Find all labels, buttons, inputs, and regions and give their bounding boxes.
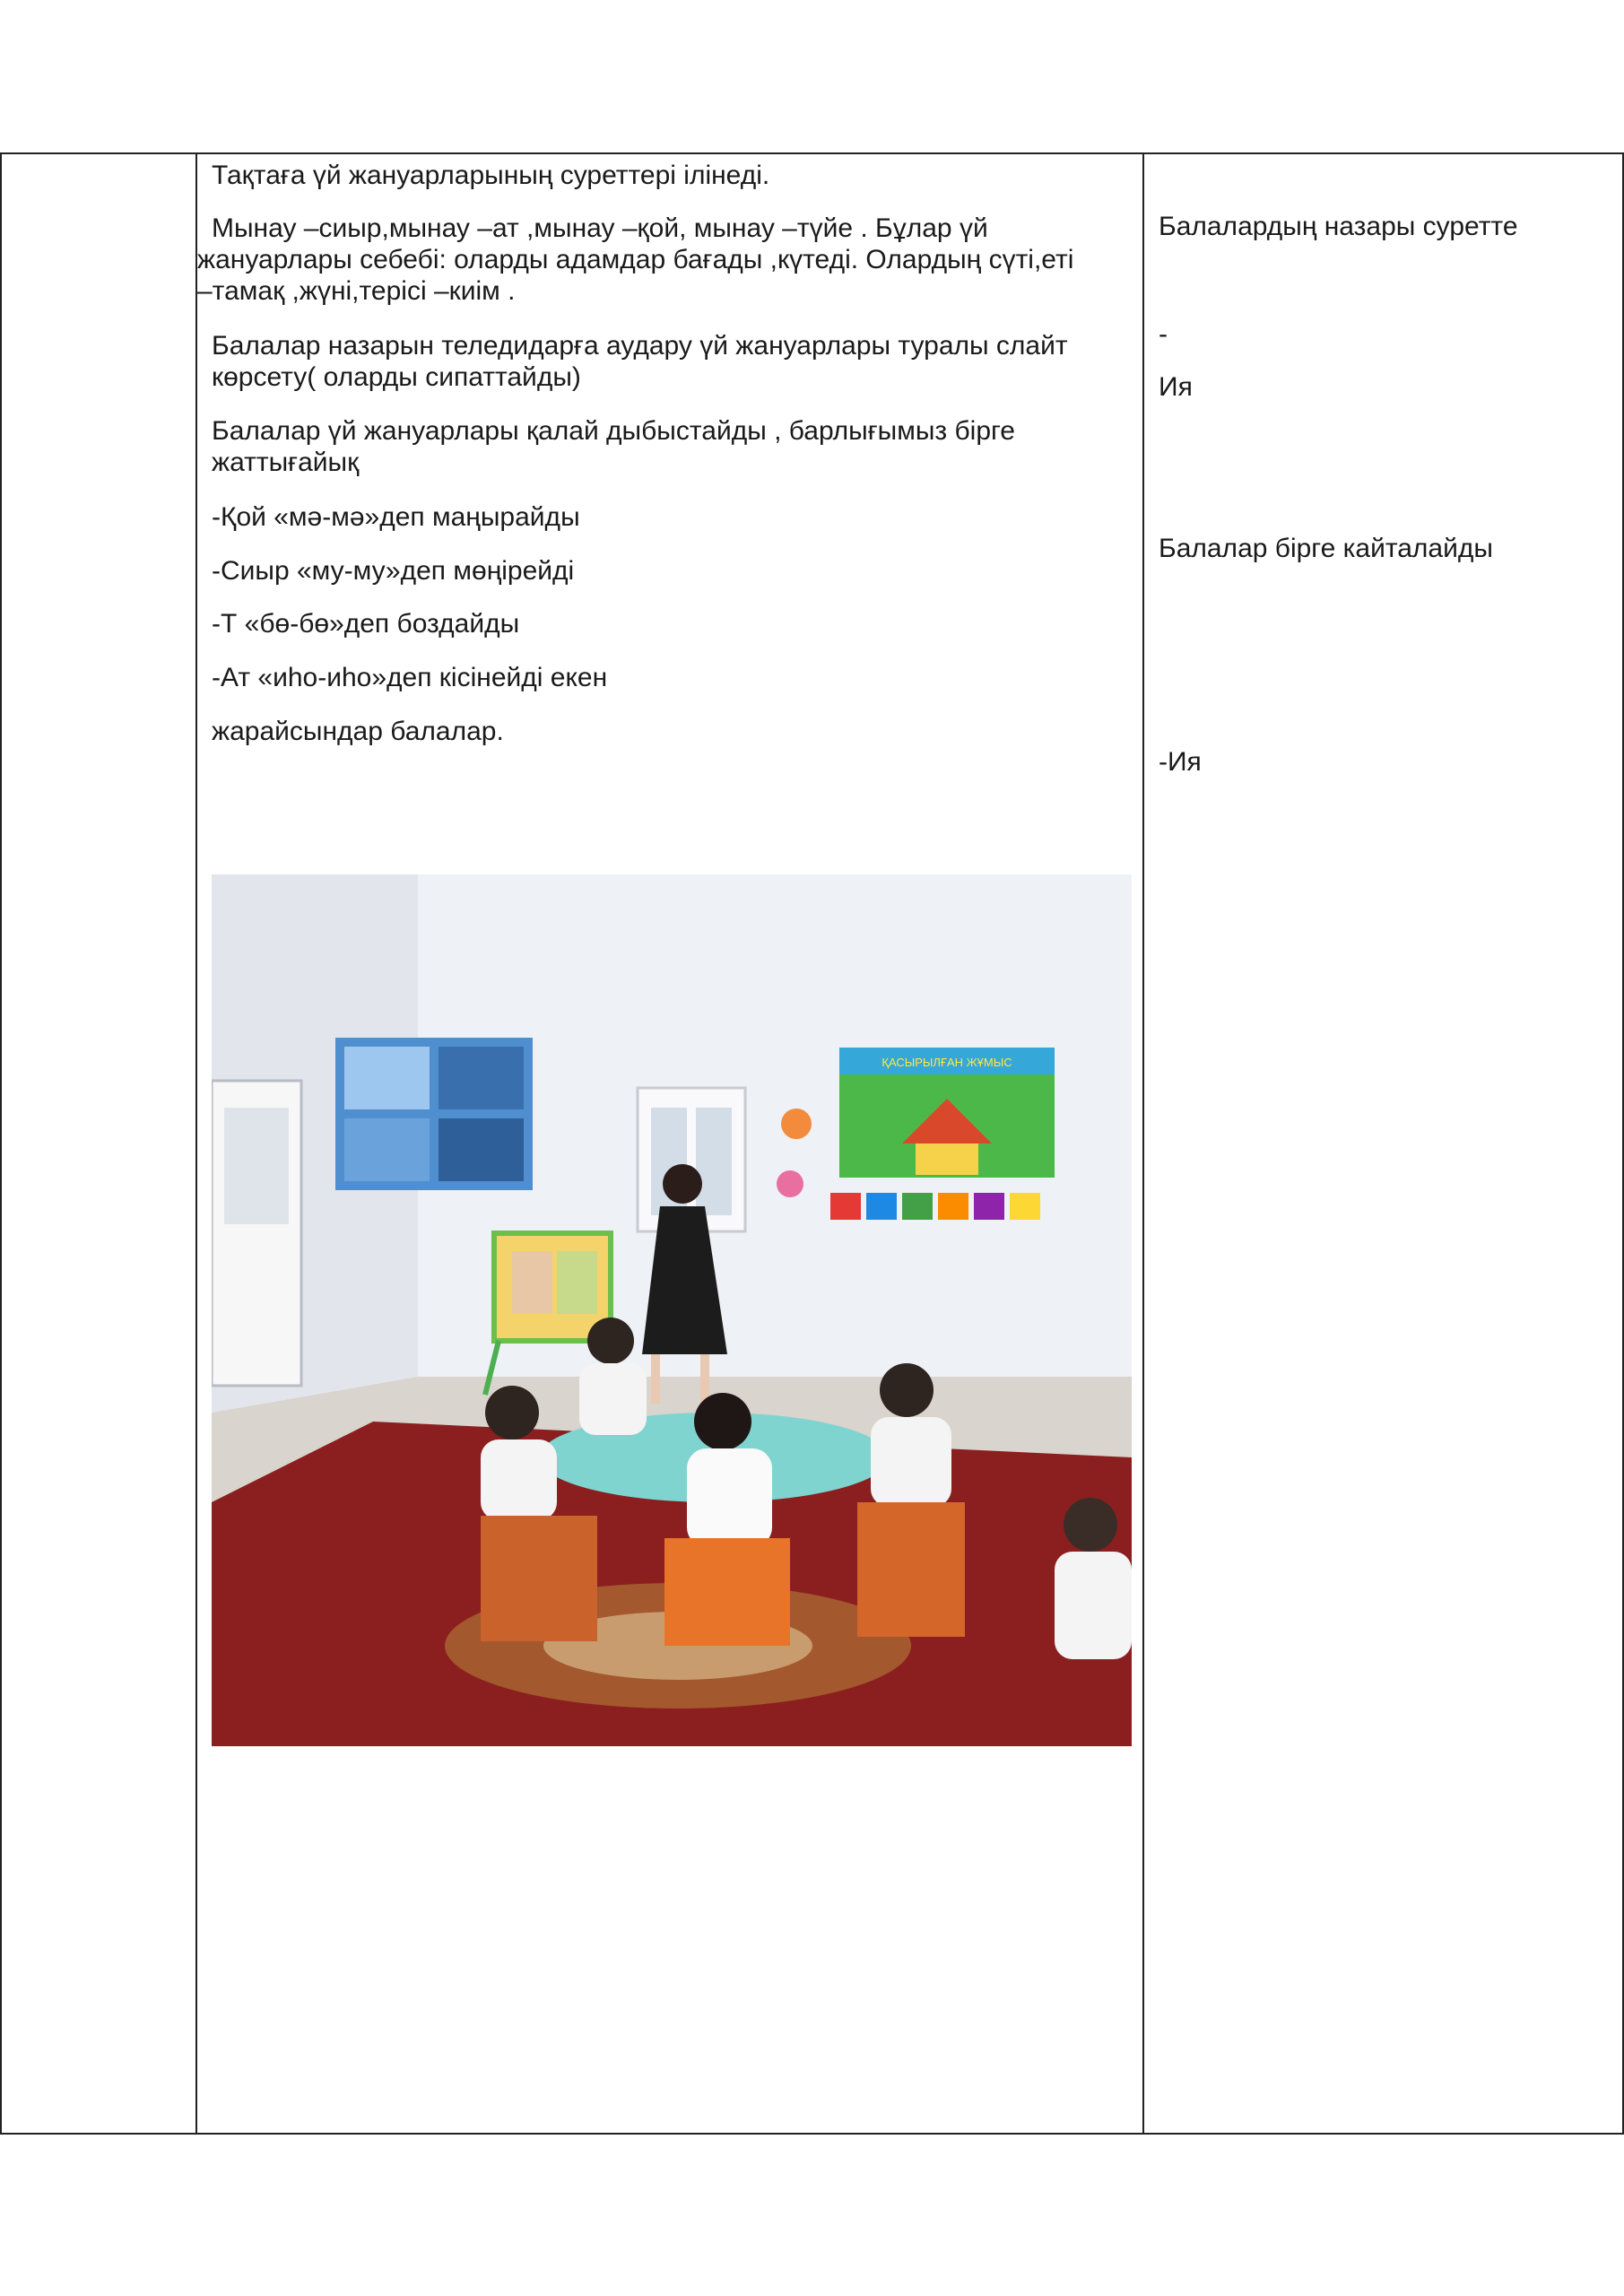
child-head	[485, 1386, 539, 1439]
wall-card	[830, 1193, 861, 1220]
text-line: жаттығайық	[212, 448, 360, 477]
wall-card	[1010, 1193, 1040, 1220]
window-pane	[696, 1108, 732, 1215]
child-body	[871, 1417, 951, 1507]
teacher-head	[663, 1164, 702, 1204]
poster-panel	[439, 1118, 524, 1181]
poster-panel	[344, 1047, 430, 1109]
teacher-leg	[651, 1354, 660, 1404]
child-head	[880, 1363, 934, 1417]
poster-panel	[344, 1118, 430, 1181]
poster-panel	[439, 1047, 524, 1109]
table-border-left	[0, 154, 2, 2133]
teacher-leg	[700, 1354, 709, 1404]
wall-card	[902, 1193, 933, 1220]
child-body	[687, 1448, 772, 1547]
child-body	[579, 1363, 647, 1435]
response-column	[1144, 154, 1624, 2133]
chair	[481, 1516, 597, 1641]
response-line: Балалардың назары суретте	[1159, 212, 1518, 241]
text-line: Балалар назарын теледидарға аудару үй жануарлары туралы слайт	[212, 331, 1068, 361]
classroom-photo	[212, 874, 1132, 1746]
decoration-flower	[781, 1109, 812, 1139]
text-line: –тамақ ,жүні,терісі –киім .	[197, 276, 516, 306]
child-body	[1055, 1552, 1132, 1659]
wall-card	[866, 1193, 897, 1220]
text-line: Мынау –сиыр,мынау –ат ,мынау –қой, мынау –түйе . Бұлар үй	[212, 213, 988, 243]
chair	[664, 1538, 790, 1646]
text-line: -Сиыр «му-му»деп мөңірейді	[212, 556, 575, 586]
poster-house	[916, 1144, 978, 1175]
chair	[857, 1502, 965, 1637]
text-line: жарайсындар балалар.	[212, 717, 504, 746]
text-line: -Қой «мә-мә»деп маңырайды	[212, 502, 580, 532]
response-line: Балалар бірге кайталайды	[1159, 534, 1493, 563]
wall-card	[938, 1193, 968, 1220]
text-line: жануарлары себебі: оларды адамдар бағады ,күтеді. Олардың сүті,еті	[197, 245, 1074, 274]
text-line: Тақтаға үй жануарларының суреттері ілінеді.	[212, 161, 770, 190]
text-line: Балалар үй жануарлары қалай дыбыстайды , барлығымыз бірге	[212, 416, 1015, 446]
text-line: -Ат «иһо-иһо»деп кісінейді екен	[212, 663, 608, 692]
response-line: -Ия	[1159, 747, 1202, 777]
response-line: Ия	[1159, 372, 1193, 402]
poster-caption: ҚАСЫРЫЛҒАН ЖҰМЫС	[881, 1056, 1012, 1069]
text-line: көрсету( оларды сипаттайды)	[212, 362, 581, 392]
child-head	[587, 1318, 634, 1364]
classroom-photo-illustration	[212, 874, 1132, 1746]
child-head	[694, 1393, 751, 1450]
child-head	[1064, 1498, 1117, 1552]
decoration-flower	[777, 1170, 803, 1197]
wall-card	[974, 1193, 1004, 1220]
easel-picture	[512, 1251, 552, 1314]
door-glass	[224, 1108, 289, 1224]
text-line: -Т «бө-бө»деп боздайды	[212, 609, 520, 639]
easel-picture	[557, 1251, 597, 1314]
response-line: -	[1159, 319, 1168, 349]
child-body	[481, 1439, 557, 1520]
